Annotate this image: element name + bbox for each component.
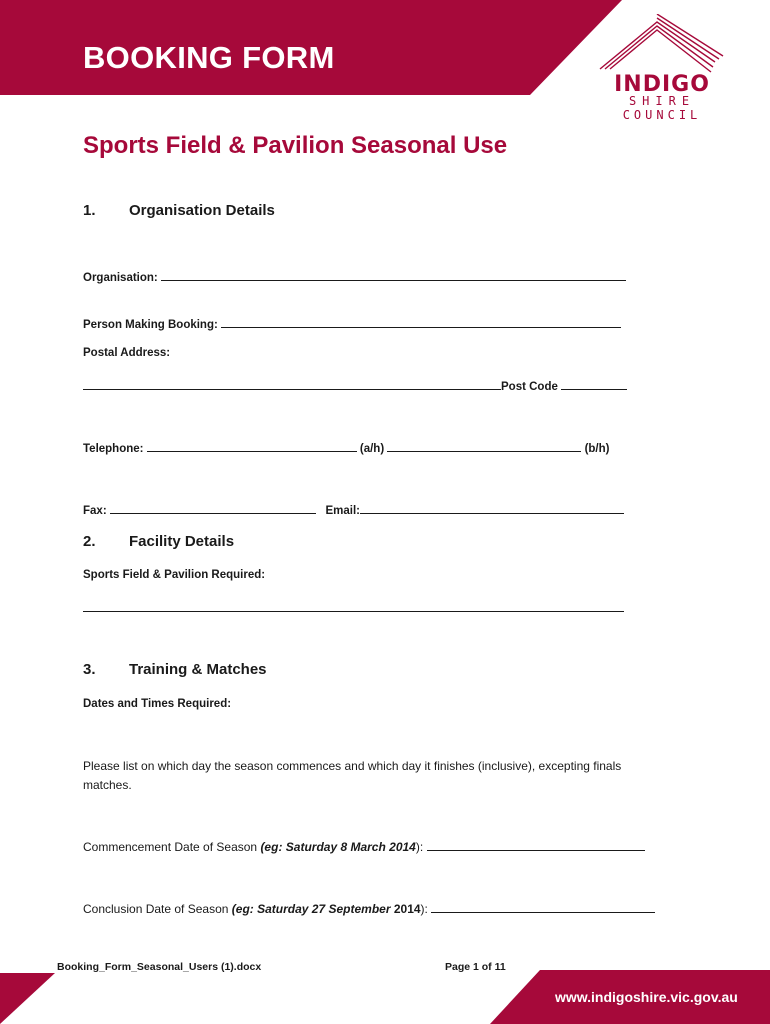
- fax-email-row: [83, 502, 624, 517]
- postal-address-field[interactable]: [83, 378, 501, 390]
- section-title: Organisation Details: [129, 202, 275, 219]
- telephone-row: [83, 440, 609, 455]
- telephone-ah-label: (a/h): [359, 443, 385, 455]
- postcode-label: Post Code: [501, 381, 558, 393]
- section-number: 2.: [83, 533, 96, 550]
- organisation-label: Organisation:: [83, 272, 158, 284]
- commencement-end: ):: [415, 840, 424, 854]
- email-field[interactable]: [360, 502, 624, 514]
- footer-filename: Booking_Form_Seasonal_Users (1).docx: [57, 961, 262, 973]
- section-heading-organisation: [83, 202, 275, 219]
- fax-field[interactable]: [110, 502, 316, 514]
- postal-label: Postal Address:: [83, 347, 171, 359]
- organisation-field[interactable]: [161, 269, 626, 281]
- section-number: 3.: [83, 661, 96, 678]
- organisation-row: [83, 269, 626, 284]
- dates-label: Dates and Times Required:: [83, 698, 232, 710]
- footer-website-link[interactable]: www.indigoshire.vic.gov.au: [555, 989, 738, 1005]
- conclusion-label: Conclusion Date of Season: [83, 902, 229, 916]
- conclusion-end: ):: [420, 902, 428, 916]
- logo-line-council: COUNCIL: [622, 108, 702, 122]
- person-label: Person Making Booking:: [83, 319, 218, 331]
- logo-line-shire: SHIRE: [628, 94, 696, 108]
- section-heading-training: [83, 661, 267, 678]
- person-row: [83, 316, 621, 331]
- facility-row: [83, 600, 624, 615]
- conclusion-row: [83, 900, 673, 919]
- commencement-date-field[interactable]: [427, 839, 645, 851]
- footer-page-number: Page 1 of 11: [445, 961, 506, 973]
- conclusion-year: 2014: [393, 902, 421, 916]
- instruction-text: Please list on which day the season commences and which day it finishes (inclusive), excepting finals matches.: [83, 759, 622, 792]
- form-subtitle: Sports Field & Pavilion Seasonal Use: [83, 132, 508, 159]
- conclusion-date-field[interactable]: [431, 901, 655, 913]
- postal-row: [83, 378, 627, 393]
- telephone-bh-label: (b/h): [584, 443, 610, 455]
- telephone-bh-field[interactable]: [387, 440, 581, 452]
- commencement-label: Commencement Date of Season: [83, 840, 258, 854]
- logo-name: INDIGO: [614, 72, 710, 97]
- section-title: Facility Details: [129, 533, 235, 550]
- facility-field[interactable]: [83, 600, 624, 612]
- fax-label: Fax:: [83, 505, 107, 517]
- postcode-field[interactable]: [561, 378, 627, 390]
- section-number: 1.: [83, 202, 96, 219]
- telephone-ah-field[interactable]: [147, 440, 357, 452]
- telephone-label: Telephone:: [83, 443, 144, 455]
- facility-required-label: Sports Field & Pavilion Required:: [83, 569, 266, 581]
- section-heading-facility: [83, 533, 234, 550]
- commencement-example: (eg: Saturday 8 March 2014: [260, 840, 416, 854]
- commencement-row: [83, 838, 673, 857]
- page-title: BOOKING FORM: [83, 40, 335, 75]
- person-field[interactable]: [221, 316, 621, 328]
- section-title: Training & Matches: [129, 661, 267, 678]
- conclusion-example: (eg: Saturday 27 September: [231, 902, 391, 916]
- email-label: Email:: [325, 505, 360, 517]
